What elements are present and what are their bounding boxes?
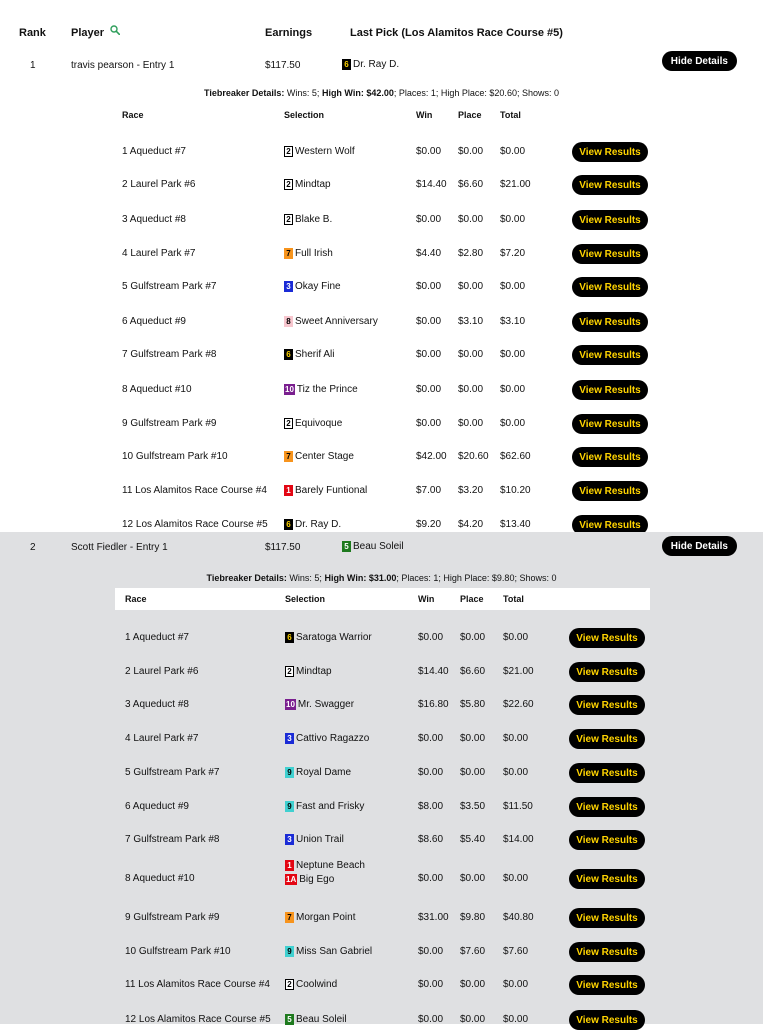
win-amount: $0.00 [418,946,444,957]
total-amount: $0.00 [500,214,526,225]
place-amount: $0.00 [460,979,486,990]
horse-name: Equivoque [295,418,343,429]
search-icon[interactable] [110,25,120,35]
selection-cell [285,979,337,990]
horse-name: Neptune Beach [296,860,365,871]
view-results-button[interactable]: View Results [572,244,648,264]
total-amount: $0.00 [503,1014,529,1025]
horse-name: Center Stage [295,451,354,462]
tiebreaker-wins: Wins: 5; [284,88,320,98]
view-results-button[interactable]: View Results [569,763,645,783]
selection-cell [285,666,332,677]
total-amount: $7.20 [500,248,526,259]
total-amount: $0.00 [500,349,526,360]
selection-cell [285,912,355,923]
total-amount: $13.40 [500,519,531,530]
total-amount: $21.00 [503,666,534,677]
table-row [115,729,650,749]
win-amount: $0.00 [418,733,444,744]
place-amount: $0.00 [458,281,484,292]
horse-name: Cattivo Ragazzo [296,733,370,744]
view-results-button[interactable]: View Results [569,908,645,928]
race-details-table [115,588,650,1026]
view-results-button[interactable]: View Results [572,142,648,162]
race-name: 5 Gulfstream Park #7 [122,281,217,292]
race-name: 9 Gulfstream Park #9 [122,418,217,429]
race-name: 1 Aqueduct #7 [122,146,186,157]
post-position-badge: 2 [284,179,293,190]
table-row [115,1010,650,1030]
race-name: 7 Gulfstream Park #8 [122,349,217,360]
horse-name: Blake B. [295,214,333,225]
total-amount: $7.60 [503,946,529,957]
view-results-button[interactable]: View Results [569,869,645,889]
table-row [112,380,652,400]
total-amount: $22.60 [503,699,534,710]
horse-pick [285,874,365,885]
selection-cell [285,699,354,710]
table-row [112,447,652,467]
place-amount: $6.60 [460,666,486,677]
total-amount: $3.10 [500,316,526,327]
place-amount: $0.00 [460,632,486,643]
win-amount: $8.00 [418,801,444,812]
race-name: 11 Los Alamitos Race Course #4 [125,979,270,990]
win-amount: $0.00 [416,281,442,292]
race-name: 2 Laurel Park #6 [125,666,199,677]
post-position-badge: 2 [285,979,294,990]
view-results-button[interactable]: View Results [569,830,645,850]
horse-name: Coolwind [296,979,338,990]
view-results-button[interactable]: View Results [572,447,648,467]
race-column-header: Race [122,110,144,120]
hide-details-button[interactable]: Hide Details [662,51,737,71]
horse-pick [285,632,372,643]
entry-row [0,44,763,532]
place-amount: $5.80 [460,699,486,710]
horse-name: Union Trail [296,834,344,845]
view-results-button[interactable]: View Results [572,345,648,365]
win-amount: $0.00 [418,873,444,884]
table-row [115,662,650,682]
last-pick-column-header: Last Pick (Los Alamitos Race Course #5) [350,27,563,39]
win-amount: $0.00 [416,214,442,225]
table-row [112,244,652,264]
tiebreaker-details [0,573,763,583]
horse-name: Saratoga Warrior [296,632,372,643]
tiebreaker-wins: Wins: 5; [286,573,322,583]
total-amount: $0.00 [500,418,526,429]
horse-pick [285,912,355,923]
place-amount: $0.00 [458,349,484,360]
selection-cell [284,418,342,429]
horse-name: Dr. Ray D. [295,519,342,530]
post-position-badge: 7 [284,248,293,259]
tiebreaker-high-win: High Win: $42.00 [319,88,394,98]
race-name: 6 Aqueduct #9 [125,801,189,812]
table-row [115,942,650,962]
total-column-header: Total [503,594,524,604]
win-amount: $0.00 [416,418,442,429]
view-results-button[interactable]: View Results [572,515,648,535]
place-amount: $6.60 [458,179,484,190]
horse-pick [284,519,341,530]
selection-cell [284,179,331,190]
win-amount: $16.80 [418,699,449,710]
horse-pick [285,733,369,744]
post-position-badge: 3 [284,281,293,292]
view-results-button[interactable]: View Results [569,729,645,749]
selection-cell [284,146,355,157]
post-position-badge: 6 [285,632,294,643]
race-name: 8 Aqueduct #10 [125,873,195,884]
horse-pick [285,834,344,845]
last-pick [342,59,399,70]
table-row [112,414,652,434]
place-amount: $2.80 [458,248,484,259]
win-amount: $0.00 [416,384,442,395]
total-amount: $11.50 [503,801,533,812]
table-row [112,345,652,365]
win-amount: $0.00 [416,316,442,327]
tiebreaker-rest: ; Places: 1; High Place: $9.80; Shows: 0 [396,573,557,583]
race-name: 12 Los Alamitos Race Course #5 [122,519,268,530]
selection-cell [284,485,367,496]
entry-row [0,532,763,1024]
place-column-header: Place [458,110,482,120]
post-position-badge: 2 [284,418,293,429]
horse-name: Fast and Frisky [296,801,365,812]
place-amount: $9.80 [460,912,486,923]
selection-cell [284,281,341,292]
view-results-button[interactable]: View Results [572,277,648,297]
total-amount: $0.00 [503,733,529,744]
table-row [112,175,652,195]
table-row [112,142,652,162]
horse-name: Sweet Anniversary [295,316,378,327]
race-name: 7 Gulfstream Park #8 [125,834,220,845]
player-column-header: Player [71,27,105,39]
race-name: 4 Laurel Park #7 [122,248,196,259]
total-amount: $0.00 [500,384,526,395]
horse-name: Beau Soleil [353,541,404,552]
post-position-badge: 2 [284,146,293,157]
horse-pick [285,1014,347,1025]
table-row [112,481,652,501]
place-column-header: Place [460,594,484,604]
place-amount: $4.20 [458,519,484,530]
view-results-button[interactable]: View Results [572,210,648,230]
win-amount: $7.00 [416,485,442,496]
selection-cell [284,519,341,530]
total-amount: $0.00 [503,767,529,778]
entry-rank: 2 [30,542,36,553]
race-name: 4 Laurel Park #7 [125,733,199,744]
horse-name: Okay Fine [295,281,341,292]
view-results-button[interactable]: View Results [572,481,648,501]
win-column-header: Win [418,594,435,604]
win-amount: $14.40 [418,666,449,677]
race-name: 10 Gulfstream Park #10 [125,946,231,957]
win-amount: $14.40 [416,179,447,190]
horse-name: Mindtap [295,179,331,190]
race-name: 6 Aqueduct #9 [122,316,186,327]
total-amount: $0.00 [503,632,529,643]
post-position-badge: 3 [285,834,294,845]
win-amount: $0.00 [418,767,444,778]
view-results-button[interactable]: View Results [572,312,648,332]
table-row [115,855,650,903]
table-row [112,312,652,332]
post-position-badge: 1 [284,485,293,496]
selection-cell [285,1014,347,1025]
rank-column-header: Rank [19,27,46,39]
table-row [115,628,650,648]
total-amount: $62.60 [500,451,531,462]
post-position-badge: 2 [284,214,293,225]
win-amount: $0.00 [416,349,442,360]
race-name: 5 Gulfstream Park #7 [125,767,220,778]
horse-pick [284,418,342,429]
place-amount: $0.00 [460,1014,486,1025]
total-amount: $0.00 [503,979,529,990]
post-position-badge: 7 [284,451,293,462]
horse-name: Western Wolf [295,146,355,157]
horse-pick [284,146,355,157]
tiebreaker-label: Tiebreaker Details: [204,88,285,98]
post-position-badge: 8 [284,316,293,327]
horse-pick [285,666,332,677]
total-amount: $0.00 [500,281,526,292]
selection-cell [284,214,332,225]
horse-name: Mindtap [296,666,332,677]
race-name: 2 Laurel Park #6 [122,179,196,190]
win-amount: $42.00 [416,451,447,462]
place-amount: $3.10 [458,316,484,327]
horse-pick [284,349,334,360]
post-position-badge: 6 [284,519,293,530]
total-column-header: Total [500,110,521,120]
post-position-badge: 10 [285,385,294,394]
selection-cell [285,801,364,812]
post-position-badge: 6 [284,349,293,360]
race-name: 8 Aqueduct #10 [122,384,192,395]
table-row [115,830,650,850]
post-position-badge: 9 [285,767,294,778]
entry-earnings: $117.50 [265,60,301,71]
place-amount: $5.40 [460,834,486,845]
horse-pick [284,316,378,327]
place-amount: $3.50 [460,801,486,812]
win-amount: $0.00 [418,1014,444,1025]
horse-pick [284,451,354,462]
horse-pick [284,248,333,259]
table-row [115,908,650,928]
horse-pick [342,59,399,70]
selection-cell [285,834,344,845]
total-amount: $10.20 [500,485,531,496]
win-amount: $8.60 [418,834,444,845]
hide-details-button[interactable]: Hide Details [662,536,737,556]
total-amount: $0.00 [500,146,526,157]
post-position-badge: 2 [285,666,294,677]
place-amount: $0.00 [458,384,484,395]
horse-name: Full Irish [295,248,333,259]
total-amount: $0.00 [503,873,529,884]
table-row [115,695,650,715]
post-position-badge: 1 [285,860,294,871]
view-results-button[interactable]: View Results [569,695,645,715]
horse-pick [342,541,404,552]
horse-pick [285,979,337,990]
entry-player-name: Scott Fiedler - Entry 1 [71,542,168,553]
view-results-button[interactable]: View Results [569,797,645,817]
horse-name: Royal Dame [296,767,352,778]
last-pick [342,541,404,552]
race-details-table [112,104,652,531]
view-results-button[interactable]: View Results [569,1010,645,1030]
post-position-badge: 5 [342,541,351,552]
selection-cell [284,451,354,462]
horse-pick [284,214,332,225]
horse-name: Mr. Swagger [297,699,355,710]
horse-pick [285,699,354,710]
selection-column-header: Selection [284,110,325,120]
race-name: 12 Los Alamitos Race Course #5 [125,1014,271,1025]
leaderboard-header [0,0,763,44]
selection-cell [285,767,351,778]
entry-rank: 1 [30,60,36,71]
place-amount: $7.60 [460,946,486,957]
place-amount: $20.60 [458,451,489,462]
win-amount: $0.00 [418,632,444,643]
horse-name: Miss San Gabriel [296,946,373,957]
place-amount: $0.00 [458,146,484,157]
tiebreaker-high-win: High Win: $31.00 [321,573,397,583]
horse-name: Barely Funtional [295,485,368,496]
view-results-button[interactable]: View Results [572,380,648,400]
selection-cell [285,632,372,643]
race-name: 9 Gulfstream Park #9 [125,912,220,923]
view-results-button[interactable]: View Results [569,975,645,995]
view-results-button[interactable]: View Results [572,414,648,434]
horse-name: Beau Soleil [296,1014,347,1025]
horse-name: Big Ego [299,874,335,885]
table-row [115,975,650,995]
selection-cell [284,349,334,360]
post-position-badge: 9 [285,801,294,812]
entry-player-name: travis pearson - Entry 1 [71,60,175,71]
entry-earnings: $117.50 [265,542,301,553]
selection-cell [285,946,372,957]
race-name: 1 Aqueduct #7 [125,632,189,643]
tiebreaker-label: Tiebreaker Details: [206,573,287,583]
place-amount: $0.00 [458,214,484,225]
selection-cell [284,248,333,259]
table-row [112,210,652,230]
race-name: 3 Aqueduct #8 [122,214,186,225]
post-position-badge: 3 [285,733,294,744]
horse-pick [285,767,351,778]
win-amount: $31.00 [418,912,449,923]
post-position-badge: 6 [342,59,351,70]
tiebreaker-rest: ; Places: 1; High Place: $20.60; Shows: 0 [393,88,559,98]
win-amount: $4.40 [416,248,442,259]
total-amount: $40.80 [503,912,534,923]
view-results-button[interactable]: View Results [569,628,645,648]
horse-pick [285,946,372,957]
post-position-badge: 5 [285,1014,294,1025]
table-row [115,763,650,783]
selection-cell [284,316,378,327]
post-position-badge: 10 [286,700,295,709]
tiebreaker-details [0,88,763,98]
horse-pick [285,801,364,812]
total-amount: $14.00 [503,834,534,845]
win-amount: $0.00 [416,146,442,157]
table-row [112,277,652,297]
horse-name: Dr. Ray D. [353,59,400,70]
post-position-badge: 1A [286,875,297,884]
view-results-button[interactable]: View Results [569,662,645,682]
view-results-button[interactable]: View Results [572,175,648,195]
view-results-button[interactable]: View Results [569,942,645,962]
place-amount: $0.00 [458,418,484,429]
horse-pick [284,384,358,395]
horse-pick [284,281,341,292]
total-amount: $21.00 [500,179,531,190]
place-amount: $0.00 [460,873,486,884]
place-amount: $3.20 [458,485,484,496]
horse-name: Sherif Ali [295,349,335,360]
horse-name: Morgan Point [296,912,356,923]
race-name: 3 Aqueduct #8 [125,699,189,710]
table-header [112,104,652,126]
post-position-badge: 7 [285,912,294,923]
table-row [115,797,650,817]
post-position-badge: 9 [285,946,294,957]
selection-cell [285,733,369,744]
horse-pick [284,179,331,190]
earnings-column-header: Earnings [265,27,313,39]
race-name: 10 Gulfstream Park #10 [122,451,228,462]
race-column-header: Race [125,594,147,604]
horse-pick [284,485,367,496]
horse-pick [285,860,365,871]
place-amount: $0.00 [460,733,486,744]
win-column-header: Win [416,110,433,120]
horse-name: Tiz the Prince [296,384,358,395]
selection-column-header: Selection [285,594,326,604]
table-header [115,588,650,610]
selection-cell [285,860,365,885]
race-name: 11 Los Alamitos Race Course #4 [122,485,267,496]
selection-cell [284,384,358,395]
win-amount: $9.20 [416,519,442,530]
place-amount: $0.00 [460,767,486,778]
win-amount: $0.00 [418,979,444,990]
